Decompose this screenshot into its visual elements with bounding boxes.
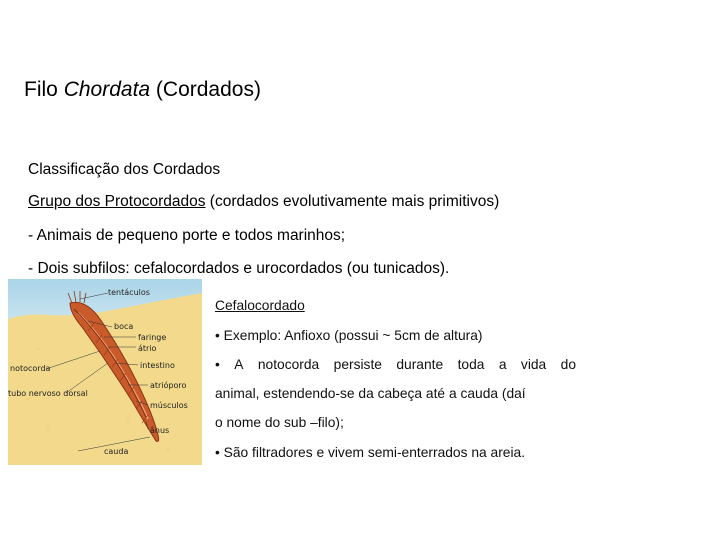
title-italic: Chordata bbox=[63, 78, 151, 101]
label-tentaculos: tentáculos bbox=[108, 288, 150, 297]
bullet-marine: - Animais de pequeno porte e todos marinhos; bbox=[28, 227, 346, 244]
page-title bbox=[24, 76, 261, 104]
bullet-subphyla: - Dois subfilos: cefalocordados e urocordados (ou tunicados). bbox=[28, 260, 450, 277]
group-line bbox=[28, 192, 499, 212]
word: a bbox=[498, 357, 507, 372]
title-prefix: Filo bbox=[24, 78, 64, 101]
cephalochordate-heading: Cefalocordado bbox=[215, 298, 305, 313]
label-atrio: átrio bbox=[138, 344, 157, 353]
label-tubo-nervoso: tubo nervoso dorsal bbox=[8, 389, 88, 398]
group-description: (cordados evolutivamente mais primitivos) bbox=[205, 193, 500, 210]
group-link[interactable]: Grupo dos Protocordados bbox=[28, 193, 206, 210]
label-intestino: intestino bbox=[140, 361, 175, 370]
example-line: • Exemplo: Anfioxo (possui ~ 5cm de altura) bbox=[215, 328, 483, 343]
label-boca: boca bbox=[114, 322, 134, 331]
filter-feeder-line: • São filtradores e vivem semi-enterrados na areia. bbox=[215, 445, 526, 460]
title-suffix: (Cordados) bbox=[150, 78, 261, 101]
word: • bbox=[215, 357, 220, 372]
notochord-line-2: animal, estendendo-se da cabeça até a cauda (daí bbox=[215, 386, 526, 401]
section-heading: Classificação dos Cordados bbox=[28, 161, 221, 178]
label-musculos: músculos bbox=[150, 401, 188, 410]
label-notocorda: notocorda bbox=[10, 364, 51, 373]
label-atrioporo: atrióporo bbox=[150, 381, 187, 390]
label-anus: ânus bbox=[150, 426, 170, 435]
word: notocorda bbox=[257, 357, 320, 372]
word: persiste bbox=[333, 357, 382, 372]
notochord-line-3: o nome do sub –filo); bbox=[215, 415, 344, 430]
word: do bbox=[560, 357, 576, 372]
label-faringe: faringe bbox=[138, 333, 167, 342]
label-cauda: cauda bbox=[104, 447, 129, 456]
amphioxus-figure bbox=[8, 279, 202, 465]
word: vida bbox=[520, 357, 547, 372]
notochord-line-1 bbox=[215, 357, 576, 372]
word: durante bbox=[396, 357, 444, 372]
word: A bbox=[234, 357, 244, 372]
word: toda bbox=[457, 357, 485, 372]
